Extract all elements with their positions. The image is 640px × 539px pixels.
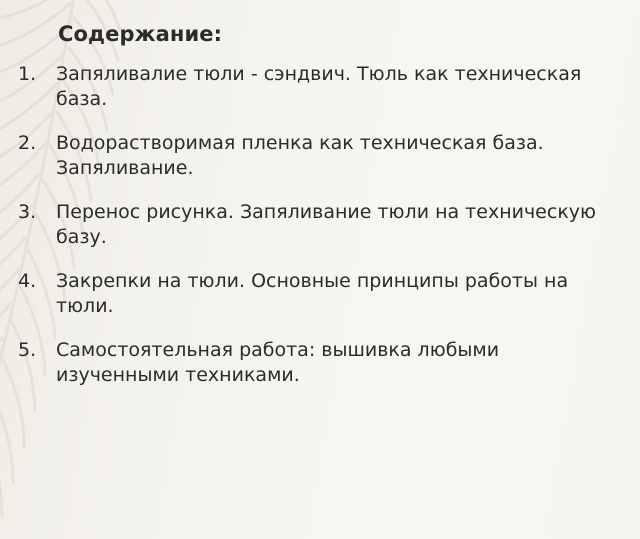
list-item-text: Водорастворимая пленка как техническая база. Запяливание. (56, 131, 544, 180)
contents-list (10, 62, 622, 389)
list-item-number: 1. (18, 63, 37, 85)
list-item-text: Закрепки на тюли. Основные принципы работы на тюли. (56, 269, 569, 318)
list-item (10, 62, 622, 113)
list-item (10, 200, 622, 251)
list-item-text: Перенос рисунка. Запяливание тюли на техническую базу. (56, 200, 597, 249)
list-item-number: 4. (18, 269, 37, 292)
list-item (10, 338, 622, 389)
list-item-number: 2. (18, 131, 37, 154)
list-item-text: Самостоятельная работа: вышивка любыми изученными техниками. (56, 338, 500, 387)
list-item (10, 131, 622, 182)
list-item-number: 5. (18, 338, 37, 361)
list-item-text: Запяливалие тюли - сэндвич. Тюль как техническая база. (56, 63, 582, 111)
list-item (10, 269, 622, 320)
list-item-number: 3. (18, 200, 37, 223)
page-title: Содержание: (58, 22, 223, 46)
